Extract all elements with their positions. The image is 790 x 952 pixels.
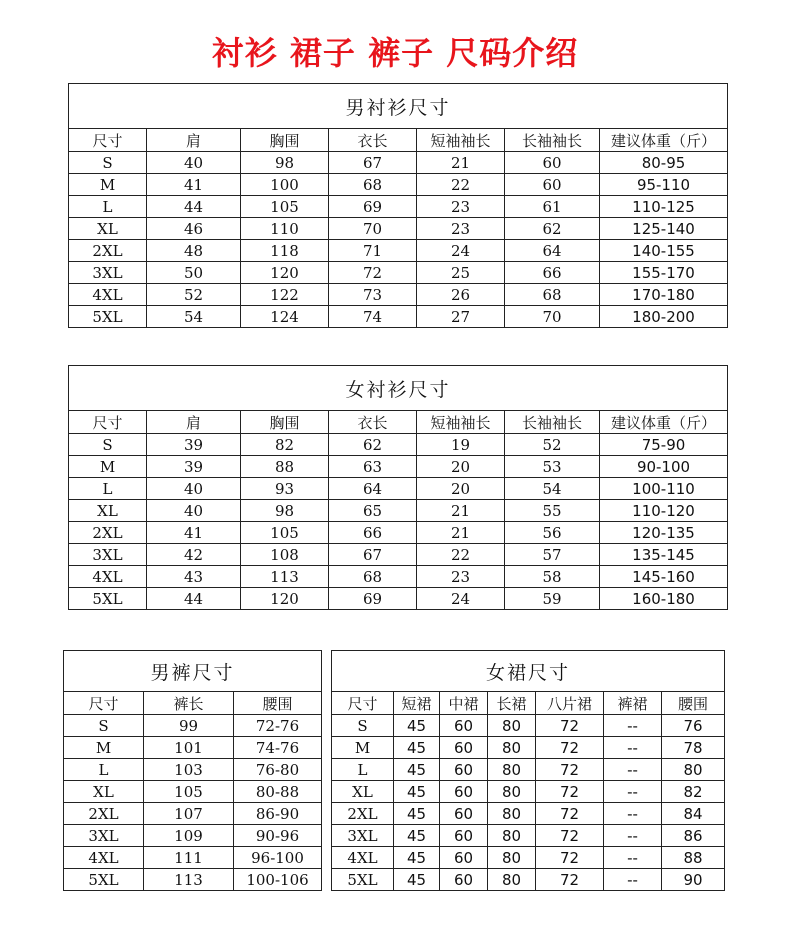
value-cell: -- [604, 759, 662, 781]
table-row [64, 869, 322, 891]
value-cell: 100-110 [600, 478, 728, 500]
column-header: 衣长 [329, 129, 417, 152]
value-cell: 59 [505, 588, 600, 610]
value-cell: 45 [394, 781, 440, 803]
table-row [64, 781, 322, 803]
value-cell: 88 [662, 847, 725, 869]
column-header: 长裙 [488, 692, 536, 715]
value-cell: 45 [394, 759, 440, 781]
value-cell: 69 [329, 196, 417, 218]
table-row [69, 262, 728, 284]
column-header: 中裙 [440, 692, 488, 715]
value-cell: 45 [394, 803, 440, 825]
table-row [332, 737, 725, 759]
value-cell: 57 [505, 544, 600, 566]
value-cell: 80 [488, 715, 536, 737]
column-header: 长袖袖长 [505, 411, 600, 434]
table-row [69, 566, 728, 588]
size-cell: 5XL [332, 869, 394, 891]
value-cell: 45 [394, 847, 440, 869]
table-row [69, 544, 728, 566]
value-cell: 68 [329, 566, 417, 588]
value-cell: 63 [329, 456, 417, 478]
table-row [69, 456, 728, 478]
value-cell: 45 [394, 825, 440, 847]
size-cell: 4XL [69, 284, 147, 306]
value-cell: 88 [241, 456, 329, 478]
value-cell: 113 [241, 566, 329, 588]
value-cell: 60 [440, 803, 488, 825]
value-cell: 72 [536, 781, 604, 803]
value-cell: 62 [505, 218, 600, 240]
value-cell: 40 [147, 152, 241, 174]
size-cell: 2XL [69, 522, 147, 544]
value-cell: 52 [505, 434, 600, 456]
value-cell: 78 [662, 737, 725, 759]
value-cell: 180-200 [600, 306, 728, 328]
value-cell: 73 [329, 284, 417, 306]
column-header: 尺寸 [64, 692, 144, 715]
womens-shirt-size-table [68, 365, 728, 610]
value-cell: 76-80 [234, 759, 322, 781]
value-cell: 72 [536, 869, 604, 891]
value-cell: 23 [417, 218, 505, 240]
value-cell: 44 [147, 588, 241, 610]
value-cell: 95-110 [600, 174, 728, 196]
value-cell: 110-125 [600, 196, 728, 218]
mens-shirt-size-table [68, 83, 728, 328]
value-cell: 50 [147, 262, 241, 284]
size-cell: S [69, 434, 147, 456]
value-cell: 67 [329, 152, 417, 174]
table-row [332, 825, 725, 847]
size-cell: M [332, 737, 394, 759]
value-cell: 60 [440, 825, 488, 847]
value-cell: 100 [241, 174, 329, 196]
size-cell: S [332, 715, 394, 737]
value-cell: 60 [505, 152, 600, 174]
size-cell: M [64, 737, 144, 759]
table-row [69, 434, 728, 456]
value-cell: 72 [536, 803, 604, 825]
table-row [69, 240, 728, 262]
size-cell: L [332, 759, 394, 781]
value-cell: 19 [417, 434, 505, 456]
column-header: 长袖袖长 [505, 129, 600, 152]
column-header: 短裙 [394, 692, 440, 715]
value-cell: 22 [417, 544, 505, 566]
value-cell: 80 [488, 759, 536, 781]
value-cell: 103 [144, 759, 234, 781]
value-cell: 54 [147, 306, 241, 328]
value-cell: 70 [329, 218, 417, 240]
value-cell: -- [604, 847, 662, 869]
value-cell: 124 [241, 306, 329, 328]
value-cell: -- [604, 803, 662, 825]
value-cell: 60 [440, 847, 488, 869]
column-header: 胸围 [241, 129, 329, 152]
table-row [64, 825, 322, 847]
womens-skirt-size-table [331, 650, 725, 891]
value-cell: 60 [440, 781, 488, 803]
value-cell: 99 [144, 715, 234, 737]
size-cell: 5XL [69, 306, 147, 328]
value-cell: 107 [144, 803, 234, 825]
column-header: 胸围 [241, 411, 329, 434]
size-cell: L [69, 478, 147, 500]
value-cell: 22 [417, 174, 505, 196]
value-cell: 21 [417, 522, 505, 544]
size-cell: 4XL [69, 566, 147, 588]
table-row [332, 759, 725, 781]
table-row [332, 847, 725, 869]
value-cell: 72-76 [234, 715, 322, 737]
column-header: 尺寸 [332, 692, 394, 715]
value-cell: 80-95 [600, 152, 728, 174]
value-cell: 80 [662, 759, 725, 781]
value-cell: 80 [488, 781, 536, 803]
table-row [332, 869, 725, 891]
value-cell: 120-135 [600, 522, 728, 544]
column-header: 建议体重（斤） [600, 411, 728, 434]
table-row [69, 218, 728, 240]
header-row [64, 692, 322, 715]
value-cell: 105 [241, 196, 329, 218]
value-cell: 90-96 [234, 825, 322, 847]
value-cell: -- [604, 825, 662, 847]
value-cell: 155-170 [600, 262, 728, 284]
value-cell: 76 [662, 715, 725, 737]
table-row [69, 306, 728, 328]
size-cell: 3XL [64, 825, 144, 847]
table-row [332, 803, 725, 825]
table-row [64, 737, 322, 759]
womens-shirt-caption: 女衬衫尺寸 [69, 366, 728, 411]
value-cell: 23 [417, 196, 505, 218]
value-cell: 125-140 [600, 218, 728, 240]
value-cell: 40 [147, 478, 241, 500]
value-cell: 53 [505, 456, 600, 478]
column-header: 腰围 [662, 692, 725, 715]
size-cell: 5XL [64, 869, 144, 891]
size-cell: 3XL [69, 544, 147, 566]
value-cell: 26 [417, 284, 505, 306]
value-cell: 84 [662, 803, 725, 825]
value-cell: 98 [241, 500, 329, 522]
table-row [69, 196, 728, 218]
value-cell: 82 [241, 434, 329, 456]
value-cell: 45 [394, 715, 440, 737]
column-header: 肩 [147, 129, 241, 152]
value-cell: 64 [329, 478, 417, 500]
value-cell: 52 [147, 284, 241, 306]
value-cell: 72 [329, 262, 417, 284]
size-cell: 2XL [332, 803, 394, 825]
value-cell: 67 [329, 544, 417, 566]
value-cell: 23 [417, 566, 505, 588]
value-cell: 24 [417, 240, 505, 262]
value-cell: 48 [147, 240, 241, 262]
value-cell: 27 [417, 306, 505, 328]
value-cell: 90 [662, 869, 725, 891]
value-cell: 21 [417, 500, 505, 522]
value-cell: -- [604, 781, 662, 803]
value-cell: 110 [241, 218, 329, 240]
size-cell: 4XL [332, 847, 394, 869]
value-cell: 90-100 [600, 456, 728, 478]
table-row [69, 174, 728, 196]
table-row [64, 847, 322, 869]
value-cell: 80-88 [234, 781, 322, 803]
value-cell: 68 [329, 174, 417, 196]
value-cell: 60 [440, 737, 488, 759]
size-cell: 3XL [69, 262, 147, 284]
column-header: 建议体重（斤） [600, 129, 728, 152]
value-cell: 98 [241, 152, 329, 174]
page-title: 衬衫 裙子 裤子 尺码介绍 [211, 34, 579, 72]
column-header: 衣长 [329, 411, 417, 434]
size-cell: S [69, 152, 147, 174]
value-cell: 72 [536, 737, 604, 759]
size-cell: XL [69, 500, 147, 522]
header-row [69, 129, 728, 152]
value-cell: -- [604, 715, 662, 737]
value-cell: 40 [147, 500, 241, 522]
table-row [69, 522, 728, 544]
value-cell: 39 [147, 434, 241, 456]
value-cell: 93 [241, 478, 329, 500]
value-cell: 42 [147, 544, 241, 566]
value-cell: 71 [329, 240, 417, 262]
table-row [332, 781, 725, 803]
value-cell: 160-180 [600, 588, 728, 610]
size-cell: M [69, 456, 147, 478]
column-header: 尺寸 [69, 129, 147, 152]
table-row [64, 715, 322, 737]
column-header: 八片裙 [536, 692, 604, 715]
value-cell: 65 [329, 500, 417, 522]
size-cell: XL [332, 781, 394, 803]
value-cell: 170-180 [600, 284, 728, 306]
value-cell: 41 [147, 174, 241, 196]
value-cell: 64 [505, 240, 600, 262]
value-cell: 61 [505, 196, 600, 218]
value-cell: 70 [505, 306, 600, 328]
value-cell: 113 [144, 869, 234, 891]
value-cell: 41 [147, 522, 241, 544]
value-cell: 21 [417, 152, 505, 174]
header-row [332, 692, 725, 715]
value-cell: 39 [147, 456, 241, 478]
value-cell: 120 [241, 262, 329, 284]
column-header: 短袖袖长 [417, 129, 505, 152]
size-cell: L [64, 759, 144, 781]
size-cell: S [64, 715, 144, 737]
value-cell: 45 [394, 869, 440, 891]
value-cell: 66 [505, 262, 600, 284]
value-cell: 75-90 [600, 434, 728, 456]
size-cell: L [69, 196, 147, 218]
column-header: 肩 [147, 411, 241, 434]
value-cell: 82 [662, 781, 725, 803]
value-cell: 20 [417, 456, 505, 478]
value-cell: 62 [329, 434, 417, 456]
value-cell: 43 [147, 566, 241, 588]
value-cell: 46 [147, 218, 241, 240]
value-cell: 69 [329, 588, 417, 610]
value-cell: 80 [488, 803, 536, 825]
table-row [69, 500, 728, 522]
value-cell: 100-106 [234, 869, 322, 891]
table-row [69, 478, 728, 500]
size-cell: M [69, 174, 147, 196]
value-cell: 108 [241, 544, 329, 566]
size-cell: XL [64, 781, 144, 803]
table-row [64, 759, 322, 781]
value-cell: 68 [505, 284, 600, 306]
value-cell: 60 [440, 715, 488, 737]
mens-shirt-caption: 男衬衫尺寸 [69, 84, 728, 129]
value-cell: 55 [505, 500, 600, 522]
value-cell: 120 [241, 588, 329, 610]
value-cell: 140-155 [600, 240, 728, 262]
value-cell: 96-100 [234, 847, 322, 869]
value-cell: 45 [394, 737, 440, 759]
value-cell: 109 [144, 825, 234, 847]
value-cell: 135-145 [600, 544, 728, 566]
value-cell: 60 [505, 174, 600, 196]
value-cell: 111 [144, 847, 234, 869]
value-cell: 80 [488, 847, 536, 869]
value-cell: 80 [488, 737, 536, 759]
size-cell: 2XL [64, 803, 144, 825]
value-cell: 80 [488, 825, 536, 847]
value-cell: 145-160 [600, 566, 728, 588]
value-cell: 74 [329, 306, 417, 328]
value-cell: 72 [536, 825, 604, 847]
size-cell: 5XL [69, 588, 147, 610]
table-row [64, 803, 322, 825]
value-cell: 122 [241, 284, 329, 306]
value-cell: 60 [440, 759, 488, 781]
column-header: 裤裙 [604, 692, 662, 715]
value-cell: 101 [144, 737, 234, 759]
size-cell: 4XL [64, 847, 144, 869]
size-cell: XL [69, 218, 147, 240]
value-cell: 86-90 [234, 803, 322, 825]
value-cell: 25 [417, 262, 505, 284]
value-cell: 54 [505, 478, 600, 500]
value-cell: 110-120 [600, 500, 728, 522]
table-row [332, 715, 725, 737]
value-cell: 74-76 [234, 737, 322, 759]
value-cell: -- [604, 737, 662, 759]
value-cell: 72 [536, 715, 604, 737]
value-cell: 86 [662, 825, 725, 847]
value-cell: 80 [488, 869, 536, 891]
value-cell: 66 [329, 522, 417, 544]
table-row [69, 152, 728, 174]
value-cell: 105 [241, 522, 329, 544]
mens-pants-caption: 男裤尺寸 [64, 651, 322, 692]
value-cell: 105 [144, 781, 234, 803]
table-row [69, 588, 728, 610]
value-cell: 20 [417, 478, 505, 500]
column-header: 尺寸 [69, 411, 147, 434]
value-cell: 44 [147, 196, 241, 218]
womens-skirt-caption: 女裙尺寸 [332, 651, 725, 692]
column-header: 腰围 [234, 692, 322, 715]
table-row [69, 284, 728, 306]
value-cell: 58 [505, 566, 600, 588]
column-header: 裤长 [144, 692, 234, 715]
size-cell: 2XL [69, 240, 147, 262]
value-cell: 56 [505, 522, 600, 544]
header-row [69, 411, 728, 434]
value-cell: 60 [440, 869, 488, 891]
value-cell: 72 [536, 847, 604, 869]
mens-pants-size-table [63, 650, 322, 891]
value-cell: 24 [417, 588, 505, 610]
value-cell: -- [604, 869, 662, 891]
value-cell: 72 [536, 759, 604, 781]
value-cell: 118 [241, 240, 329, 262]
column-header: 短袖袖长 [417, 411, 505, 434]
size-cell: 3XL [332, 825, 394, 847]
